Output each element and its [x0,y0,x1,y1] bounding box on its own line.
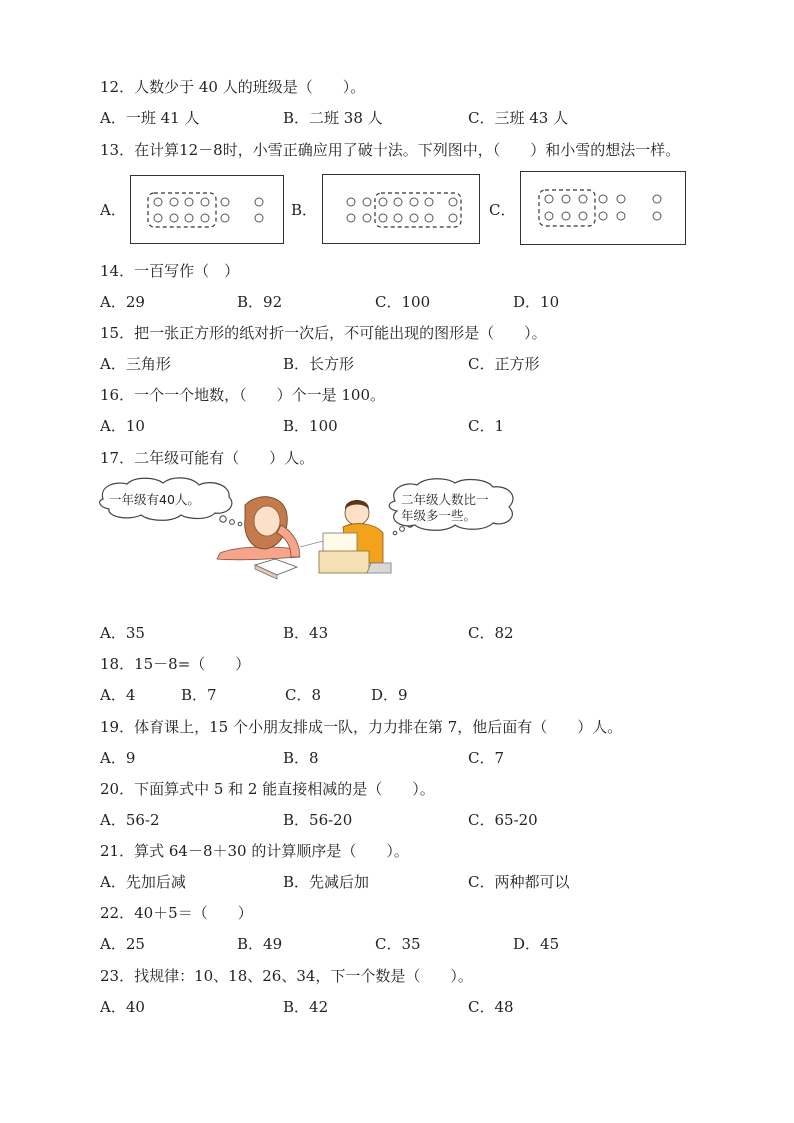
q14-option-c[interactable]: C．100 [375,293,431,311]
question-22: 22．40＋5＝（ ） [100,904,253,922]
question-19: 19．体育课上，15 个小朋友排成一队，力力排在第 7，他后面有（ ）人。 [100,718,623,736]
q17-illustration [95,475,535,600]
q13-option-a-label[interactable]: A． [100,201,126,219]
right-bubble-text-line2: 年级多一些。 [401,508,477,523]
q22-option-c[interactable]: C．35 [375,935,421,953]
q14-option-b[interactable]: B．92 [237,293,283,311]
q15-option-c[interactable]: C．正方形 [468,355,540,373]
q18-option-d[interactable]: D．9 [371,686,408,704]
q14-option-d[interactable]: D．10 [513,293,560,311]
q23-option-b[interactable]: B．42 [283,998,329,1016]
left-bubble-text: 一年级有40人。 [109,492,200,507]
q15-option-b[interactable]: B．长方形 [283,355,355,373]
question-16: 16．一个一个地数，（ ）个一是 100。 [100,386,385,404]
q12-option-b[interactable]: B．二班 38 人 [283,109,383,127]
q13-option-c-label[interactable]: C． [489,201,516,219]
question-18: 18．15－8=（ ） [100,655,251,673]
question-21: 21．算式 64－8＋30 的计算顺序是（ ）。 [100,842,409,860]
q16-option-c[interactable]: C．1 [468,417,505,435]
q20-option-a[interactable]: A．56-2 [100,811,160,829]
counting-circles-figure-a [131,176,283,243]
q17-option-c[interactable]: C．82 [468,624,514,642]
counting-circles-figure-b [323,175,479,243]
q13-option-a-figure[interactable] [130,175,284,244]
question-17: 17．二年级可能有（ ）人。 [100,449,315,467]
q13-option-b-figure[interactable] [322,174,480,244]
q20-option-b[interactable]: B．56-20 [283,811,353,829]
q19-option-b[interactable]: B．8 [283,749,319,767]
q21-option-b[interactable]: B．先减后加 [283,873,370,891]
q12-option-c[interactable]: C．三班 43 人 [468,109,569,127]
q13-option-c-figure[interactable] [520,171,686,245]
q18-option-b[interactable]: B．7 [181,686,217,704]
q16-option-b[interactable]: B．100 [283,417,338,435]
question-14: 14．一百写作（ ） [100,262,240,280]
q23-option-a[interactable]: A．40 [100,998,145,1016]
q22-option-b[interactable]: B．49 [237,935,283,953]
q20-option-c[interactable]: C．65-20 [468,811,538,829]
q19-option-c[interactable]: C．7 [468,749,505,767]
q22-option-d[interactable]: D．45 [513,935,560,953]
q17-option-a[interactable]: A．35 [100,624,145,642]
question-15: 15．把一张正方形的纸对折一次后，不可能出现的图形是（ ）。 [100,324,547,342]
question-13: 13．在计算12－8时，小雪正确应用了破十法。下列图中，（ ）和小雪的想法一样。 [100,141,681,159]
q22-option-a[interactable]: A．25 [100,935,145,953]
q19-option-a[interactable]: A．9 [100,749,136,767]
q21-option-a[interactable]: A．先加后减 [100,873,186,891]
q14-option-a[interactable]: A．29 [100,293,145,311]
q16-option-a[interactable]: A．10 [100,417,145,435]
q13-option-b-label[interactable]: B． [291,201,318,219]
q18-option-a[interactable]: A．4 [100,686,136,704]
right-bubble-text-line1: 二年级人数比一 [401,492,489,507]
q21-option-c[interactable]: C．两种都可以 [468,873,570,891]
q15-option-a[interactable]: A．三角形 [100,355,171,373]
question-23: 23．找规律：10、18、26、34，下一个数是（ ）。 [100,967,473,985]
q18-option-c[interactable]: C．8 [285,686,322,704]
q17-option-b[interactable]: B．43 [283,624,329,642]
q12-option-a[interactable]: A．一班 41 人 [100,109,200,127]
q23-option-c[interactable]: C．48 [468,998,514,1016]
question-12: 12．人数少于 40 人的班级是（ ）。 [100,78,366,96]
children-thinking-illustration [95,475,535,600]
counting-circles-figure-c [521,172,685,244]
question-20: 20．下面算式中 5 和 2 能直接相减的是（ ）。 [100,780,435,798]
